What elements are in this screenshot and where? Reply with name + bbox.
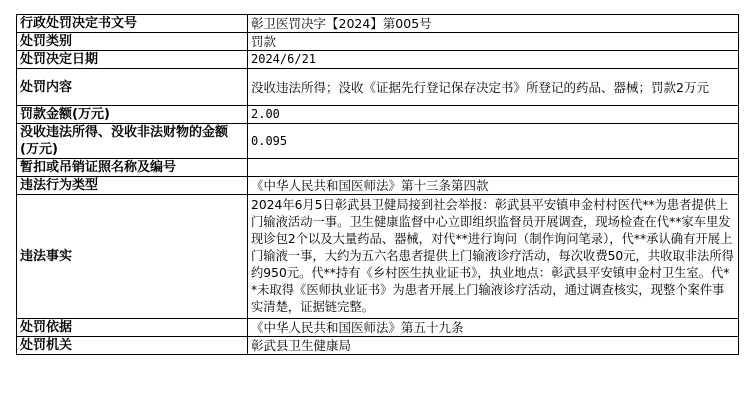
label-penalty-content: 处罚内容 [17,69,248,106]
label-decision-date: 处罚决定日期 [17,51,248,69]
label-confiscation-amount: 没收违法所得、没收非法财物的金额(万元) [17,124,248,159]
row-decision-date [17,51,739,69]
value-decision-date: 2024/6/21 [248,51,739,69]
label-violation-type: 违法行为类型 [17,177,248,195]
label-penalty-basis: 处罚依据 [17,319,248,337]
value-penalty-basis: 《中华人民共和国医师法》第五十九条 [248,319,739,337]
label-license-suspension: 暂扣或吊销证照名称及编号 [17,159,248,177]
value-penalty-category: 罚款 [248,33,739,51]
row-penalty-authority [17,337,739,355]
value-confiscation-amount: 0.095 [248,124,739,159]
row-confiscation-amount [17,124,739,159]
row-penalty-category [17,33,739,51]
row-license-suspension [17,159,739,177]
value-fine-amount: 2.00 [248,106,739,124]
value-penalty-authority: 彰武县卫生健康局 [248,337,739,355]
row-violation-type [17,177,739,195]
row-fine-amount [17,106,739,124]
label-penalty-authority: 处罚机关 [17,337,248,355]
row-violation-facts [17,195,739,319]
row-penalty-content [17,69,739,106]
value-violation-type: 《中华人民共和国医师法》第十三条第四款 [248,177,739,195]
label-violation-facts: 违法事实 [17,195,248,319]
penalty-decision-table [16,14,739,355]
label-fine-amount: 罚款金额(万元) [17,106,248,124]
row-penalty-basis [17,319,739,337]
value-license-suspension [248,159,739,177]
value-decision-number: 彰卫医罚决字【2024】第005号 [248,15,739,33]
value-violation-facts: 2024年6月5日彰武县卫健局接到社会举报：彰武县平安镇申金村村医代**为患者提供上门输液活动一事。卫生健康监督中心立即组织监督员开展调查，现场检查在代**家车里发现诊包2个以及大量药品、器械，对代**进行询问（制作询问笔录），代**承认确有开展上门输液一事，大约为五六名患者提供上门输液诊疗活动，每次收费50元，共收取非法所得约950元。代**持有《乡村医生执业证书》，执业地点：彰武县平安镇申金村卫生室。代**未取得《医师执业证书》为患者开展上门输液诊疗活动，通过调查核实，现整个案件事实清楚，证据链完整。 [248,195,739,319]
value-penalty-content: 没收违法所得；没收《证据先行登记保存决定书》所登记的药品、器械；罚款2万元 [248,69,739,106]
label-penalty-category: 处罚类别 [17,33,248,51]
row-decision-number [17,15,739,33]
label-decision-number: 行政处罚决定书文号 [17,15,248,33]
